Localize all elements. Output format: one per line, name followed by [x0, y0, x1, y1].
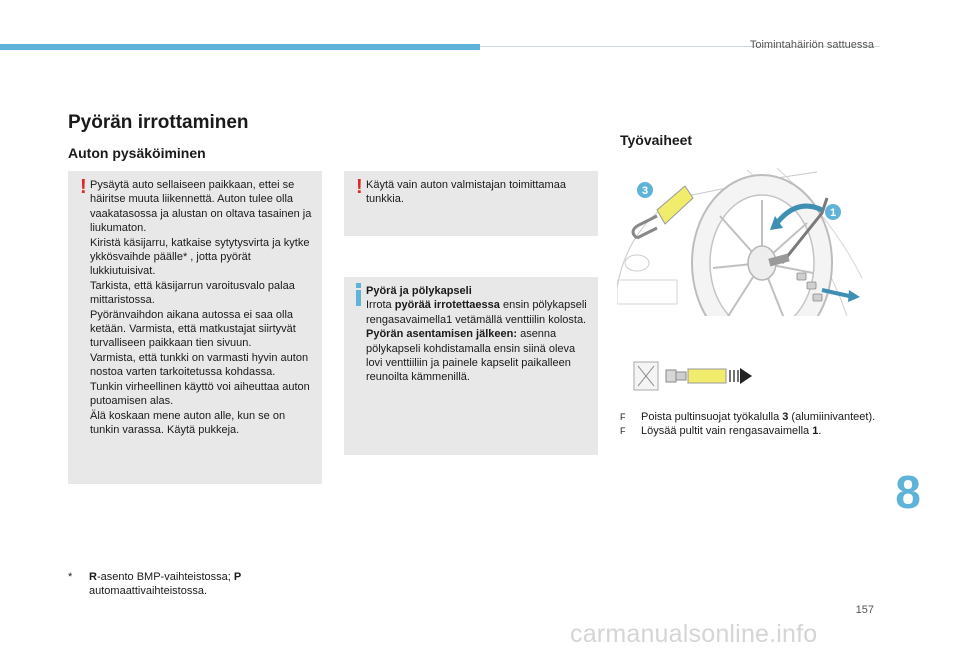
- info-text-bold: pyörää irrotettaessa: [394, 299, 500, 312]
- footnote-star: *: [68, 571, 73, 583]
- step-text: .: [818, 425, 822, 438]
- bullet-arrow-icon: F: [620, 412, 626, 422]
- warning-box-parking: [68, 171, 322, 484]
- info-paragraph-2: [366, 327, 592, 385]
- step-ref: 3: [782, 411, 789, 423]
- steps-list: [620, 410, 890, 439]
- warning-line: Pysäytä auto sellaiseen paikkaan, ettei se häiritse muuta liikennettä. Auton tulee olla vaakatasossa ja alustan on oltava tasainen ja liukumaton.: [90, 179, 312, 235]
- footnote: [68, 570, 309, 599]
- warning-box-jack: [344, 171, 598, 236]
- page-number: 157: [855, 604, 874, 616]
- info-box-hubcap: [344, 277, 598, 455]
- callout-1: 1: [829, 207, 837, 219]
- warning-line: Tunkin virheellinen käyttö voi aiheuttaa auton putoamisen alas.: [90, 380, 310, 408]
- info-text-span: asenna pölykapseli kohdistamalla ensin siinä oleva lovi venttiiliin ja painele kapselit paikalleen reunoilta kämmenillä.: [366, 328, 576, 384]
- wheel-removal-illustration: [617, 168, 877, 316]
- footnote-p: P: [233, 571, 242, 583]
- footnote-r: R: [89, 571, 97, 583]
- list-item: [620, 410, 890, 424]
- list-item: [620, 424, 890, 438]
- step-text: (alumiinivanteet).: [788, 411, 876, 423]
- section-subtitle: Auton pysäköiminen: [68, 145, 206, 161]
- info-icon: [354, 283, 366, 306]
- footnote-text: automaattivaihteistossa.: [89, 585, 208, 598]
- warning-line: Varmista, että tunkki on varmasti hyvin auton nostoa varten tarkoitetussa kohdassa.: [90, 351, 309, 379]
- footnote-text: -asento BMP-vaihteistossa;: [96, 571, 234, 583]
- warning-icon: !: [356, 176, 363, 198]
- page-title: Pyörän irrottaminen: [68, 112, 249, 133]
- watermark: carmanualsonline.info: [570, 620, 818, 648]
- warning-text: [366, 178, 592, 207]
- warning-line: Tarkista, että käsijarrun varoitusvalo palaa mittaristossa.: [90, 279, 295, 307]
- info-text: [366, 284, 592, 385]
- step-ref: 1: [812, 425, 819, 438]
- warning-icon: !: [80, 176, 87, 198]
- step-text: Poista pultinsuojat työkalulla: [641, 411, 783, 423]
- bolt-cover-tool-illustration: [628, 356, 758, 396]
- steps-title: Työvaiheet: [620, 132, 693, 148]
- warning-line: Älä koskaan mene auton alle, kun se on tunkin varassa. Käytä pukkeja.: [90, 409, 286, 436]
- bullet-arrow-icon: F: [620, 426, 626, 437]
- info-title: Pyörä ja pölykapseli: [366, 285, 472, 297]
- callout-3: 3: [641, 185, 649, 197]
- info-text-bold: Pyörän asentamisen jälkeen:: [366, 328, 518, 341]
- warning-line: Kiristä käsijarru, katkaise sytytysvirta ja kytke ykkösvaihde päälle* , jotta pyörät lukkiutuisivat.: [90, 236, 310, 278]
- warning-line: Käytä vain auton valmistajan toimittamaa tunkkia.: [366, 179, 566, 206]
- chapter-header-title: Toimintahäiriön sattuessa: [749, 39, 874, 51]
- warning-line: Pyöränvaihdon aikana autossa ei saa olla ketään. Varmista, että matkustajat siirtyvät turvalliseen paikkaan tien sivuun.: [90, 308, 296, 350]
- chapter-number: 8: [895, 466, 921, 518]
- info-text-span: ensin pölykapseli rengasavaimella1 vetämällä venttiilin kolosta.: [366, 299, 587, 326]
- info-paragraph-1: [366, 298, 592, 327]
- warning-text: [90, 178, 316, 437]
- header-accent-bar: [0, 44, 480, 50]
- step-text: Löysää pultit vain rengasavaimella: [641, 425, 813, 438]
- info-text-span: Irrota: [366, 299, 395, 312]
